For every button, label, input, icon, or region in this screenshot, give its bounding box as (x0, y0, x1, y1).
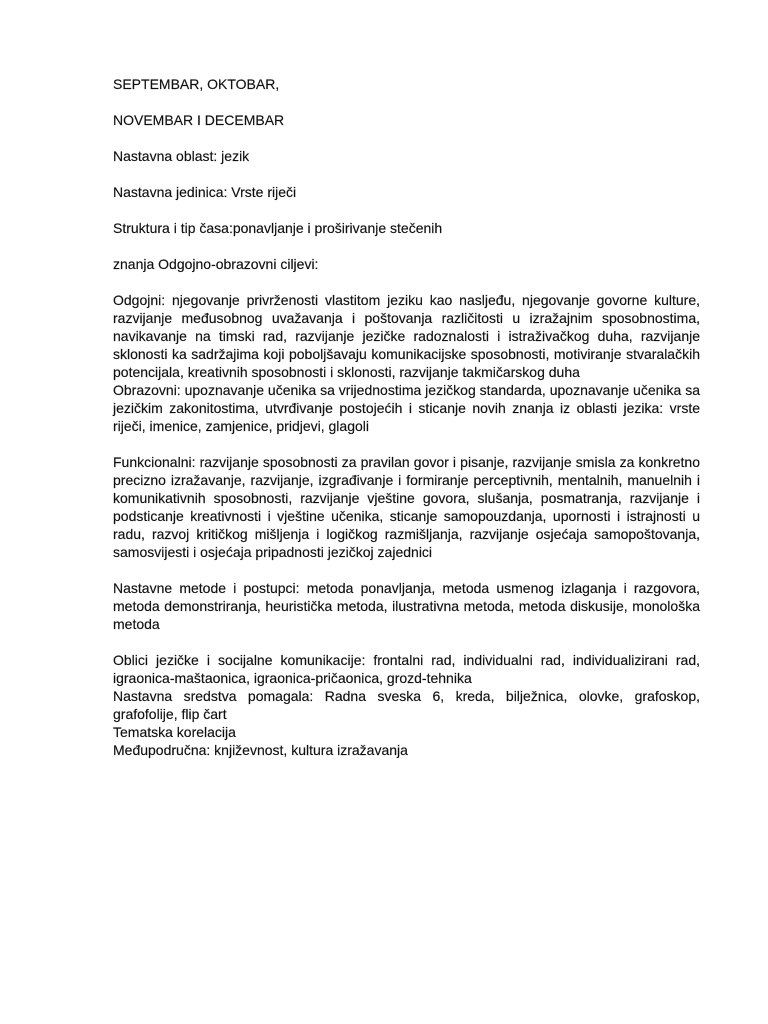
field-znanja-ciljevi: znanja Odgojno-obrazovni ciljevi: (113, 256, 319, 272)
field-nastavna-jedinica: Nastavna jedinica: Vrste riječi (113, 184, 297, 200)
paragraph-medjupodrucna: Međupodručna: književnost, kultura izražavanja (113, 742, 408, 758)
paragraph-odgojni: Odgojni: njegovanje privrženosti vlastitom jeziku kao nasljeđu, njegovanje govorne kulture, razvijanje međusobnog uvažavanja i poštovanja različitosti u izražajnim sposobnostima, navikavanje na timski rad, razvijanje jezičke radoznalosti i istraživačkog duha, razvijanje sklonosti ka sadržajima koji poboljšavaju komunikacijske sposobnosti, motiviranje stvaralačkih potencijala, kreativnih sposobnosti i sklonosti, razvijanje takmičarskog duha (113, 292, 700, 380)
paragraph-funkcionalni: Funkcionalni: razvijanje sposobnosti za pravilan govor i pisanje, razvijanje smisla za konkretno precizno izražavanje, razvijanje, izgrađivanje i formiranje perceptivnih, mentalnih, manuelnih i komunikativnih sposobnosti, razvijanje vještine govora, slušanja, posmatranja, razvijanje i podsticanje kreativnosti i vještine učenika, sticanje samopouzdanja, upornosti i istrajnosti u radu, razvoj kritičkog mišljenja i logičkog razmišljanja, razvijanje osjećaja samopoštovanja, samosvijesti i osjećaja pripadnosti jezičkoj zajednici (113, 454, 700, 560)
paragraph-oblici-komunikacije: Oblici jezičke i socijalne komunikacije: frontalni rad, individualni rad, individualizirani rad, igraonica-maštaonica, igraonica-pričaonica, grozd-tehnika (113, 652, 700, 686)
heading-line-1: SEPTEMBAR, OKTOBAR, (113, 76, 280, 92)
paragraph-nastavna-sredstva: Nastavna sredstva pomagala: Radna sveska 6, kreda, bilježnica, olovke, grafoskop, grafofolije, flip čart (113, 688, 700, 722)
paragraph-nastavne-metode: Nastavne metode i postupci: metoda ponavljanja, metoda usmenog izlaganja i razgovora, metoda demonstriranja, heuristička metoda, ilustrativna metoda, metoda diskusije, monološka metoda (113, 580, 700, 632)
paragraph-obrazovni: Obrazovni: upoznavanje učenika sa vrijednostima jezičkog standarda, upoznavanje učenika sa jezičkim zakonitostima, utvrđivanje postojećih i sticanje novih znanja iz oblasti jezika: vrste riječi, imenice, zamjenice, pridjevi, glagoli (113, 382, 700, 434)
field-struktura-tip-casa: Struktura i tip časa:ponavljanje i proširivanje stečenih (113, 220, 443, 236)
document-page (113, 75, 700, 777)
paragraph-tematska-korelacija: Tematska korelacija (113, 724, 236, 740)
heading-line-2: NOVEMBAR I DECEMBAR (113, 112, 285, 128)
field-nastavna-oblast: Nastavna oblast: jezik (113, 148, 250, 164)
